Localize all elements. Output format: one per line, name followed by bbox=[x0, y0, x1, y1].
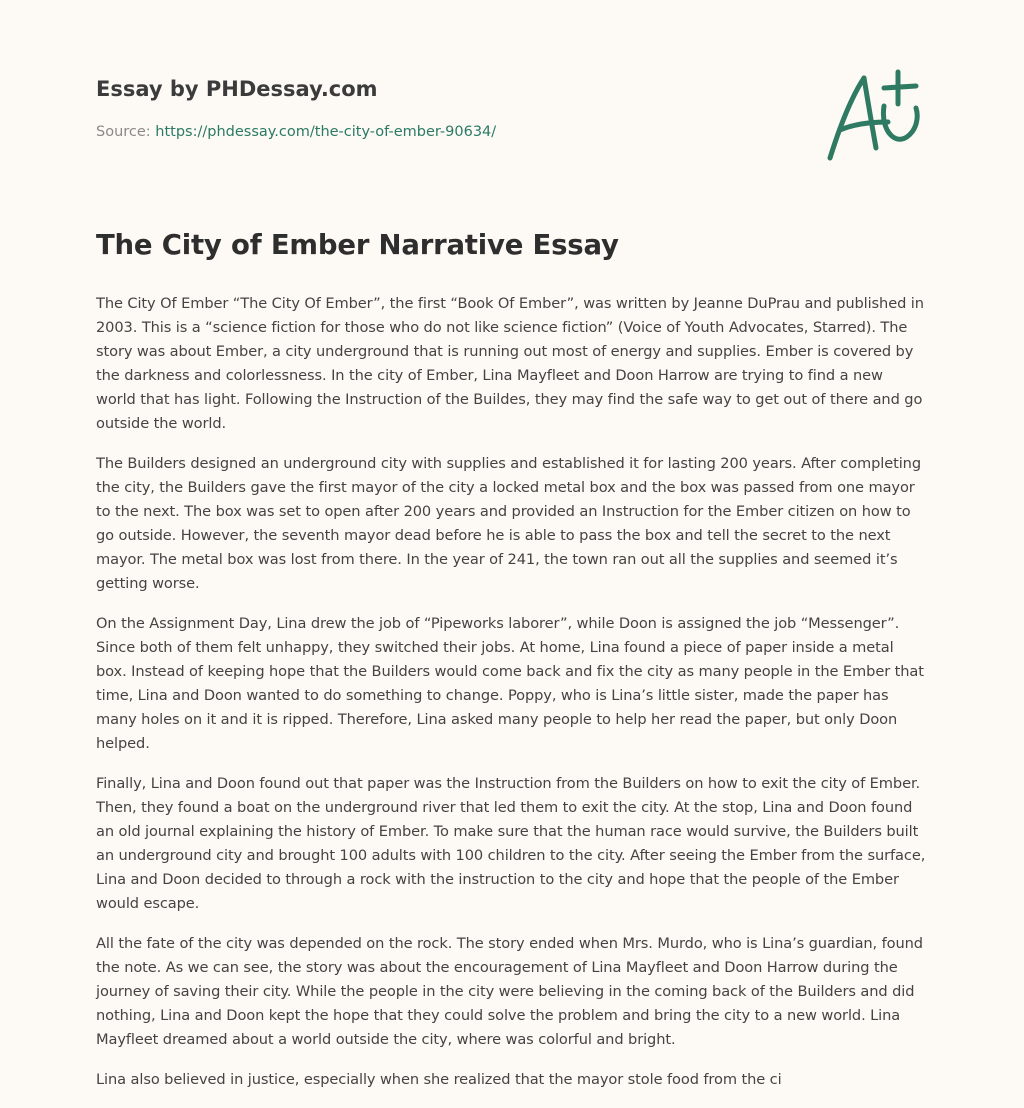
essay-paragraph: The Builders designed an underground city with supplies and established it for lasting 200 years. After completing the city, the Builders gave the first mayor of the city a locked metal box and the box was passed from one mayor to the next. The box was set to open after 200 years and provided an Instruction for the Ember citizen on how to go outside. However, the seventh mayor dead before he is able to pass the box and tell the secret to the next mayor. The metal box was lost from there. In the year of 241, the town ran out all the supplies and seemed it’s getting worse. bbox=[96, 455, 921, 592]
source-label: Source: bbox=[96, 124, 156, 140]
source-link[interactable]: https://phdessay.com/the-city-of-ember-90634/ bbox=[155, 124, 497, 140]
essay-paragraph: All the fate of the city was depended on the rock. The story ended when Mrs. Murdo, who is Lina’s guardian, found the note. As we can see, the story was about the encouragement of Lina Mayfleet and Doon Harrow during the journey of saving their city. While the people in the city were believing in the coming back of the Builders and did nothing, Lina and Doon kept the hope that they could solve the problem and bring the city to a new world. Lina Mayfleet dreamed about a world outside the city, where was colorful and bright. bbox=[96, 935, 923, 1048]
essay-paragraph: The City Of Ember “The City Of Ember”, the first “Book Of Ember”, was written by Jeanne DuPrau and published in 2003. This is a “science fiction for those who do not like science fiction” (Voice of Youth Advocates, Starred). The story was about Ember, a city underground that is running out most of energy and supplies. Ember is covered by the darkness and colorlessness. In the city of Ember, Lina Mayfleet and Doon Harrow are trying to find a new world that has light. Following the Instruction of the Buildes, they may find the safe way to get out of there and go outside the world. bbox=[96, 295, 924, 432]
essay-paragraph: On the Assignment Day, Lina drew the job of “Pipeworks laborer”, while Doon is assigned the job “Messenger”. Since both of them felt unhappy, they switched their jobs. At home, Lina found a piece of paper inside a metal box. Instead of keeping hope that the Builders would come back and fix the city as many people in the Ember that time, Lina and Doon wanted to do something to change. Poppy, who is Lina’s little sister, made the paper has many holes on it and it is ripped. Therefore, Lina asked many people to help her read the paper, but only Doon helped. bbox=[96, 615, 924, 752]
essay-body bbox=[96, 224, 926, 1108]
essay-paragraph: Finally, Lina and Doon found out that paper was the Instruction from the Builders on how to exit the city of Ember. Then, they found a boat on the underground river that led them to exit the city. At the stop, Lina and Doon found an old journal explaining the history of Ember. To make sure that the human race would survive, the Builders built an underground city and brought 100 adults with 100 children to the city. After seeing the Ember from the surface, Lina and Doon decided to through a rock with the instruction to the city and hope that the people of the Ember would escape. bbox=[96, 775, 926, 912]
essay-title: The City of Ember Narrative Essay bbox=[96, 229, 619, 261]
essay-paragraph-truncated: Lina also believed in justice, especially when she realized that the mayor stole food from the ci bbox=[96, 1071, 782, 1088]
essay-header bbox=[96, 74, 796, 142]
a-plus-logo-icon bbox=[818, 66, 928, 166]
site-title: Essay by PHDessay.com bbox=[96, 77, 378, 101]
source-line bbox=[96, 122, 796, 142]
